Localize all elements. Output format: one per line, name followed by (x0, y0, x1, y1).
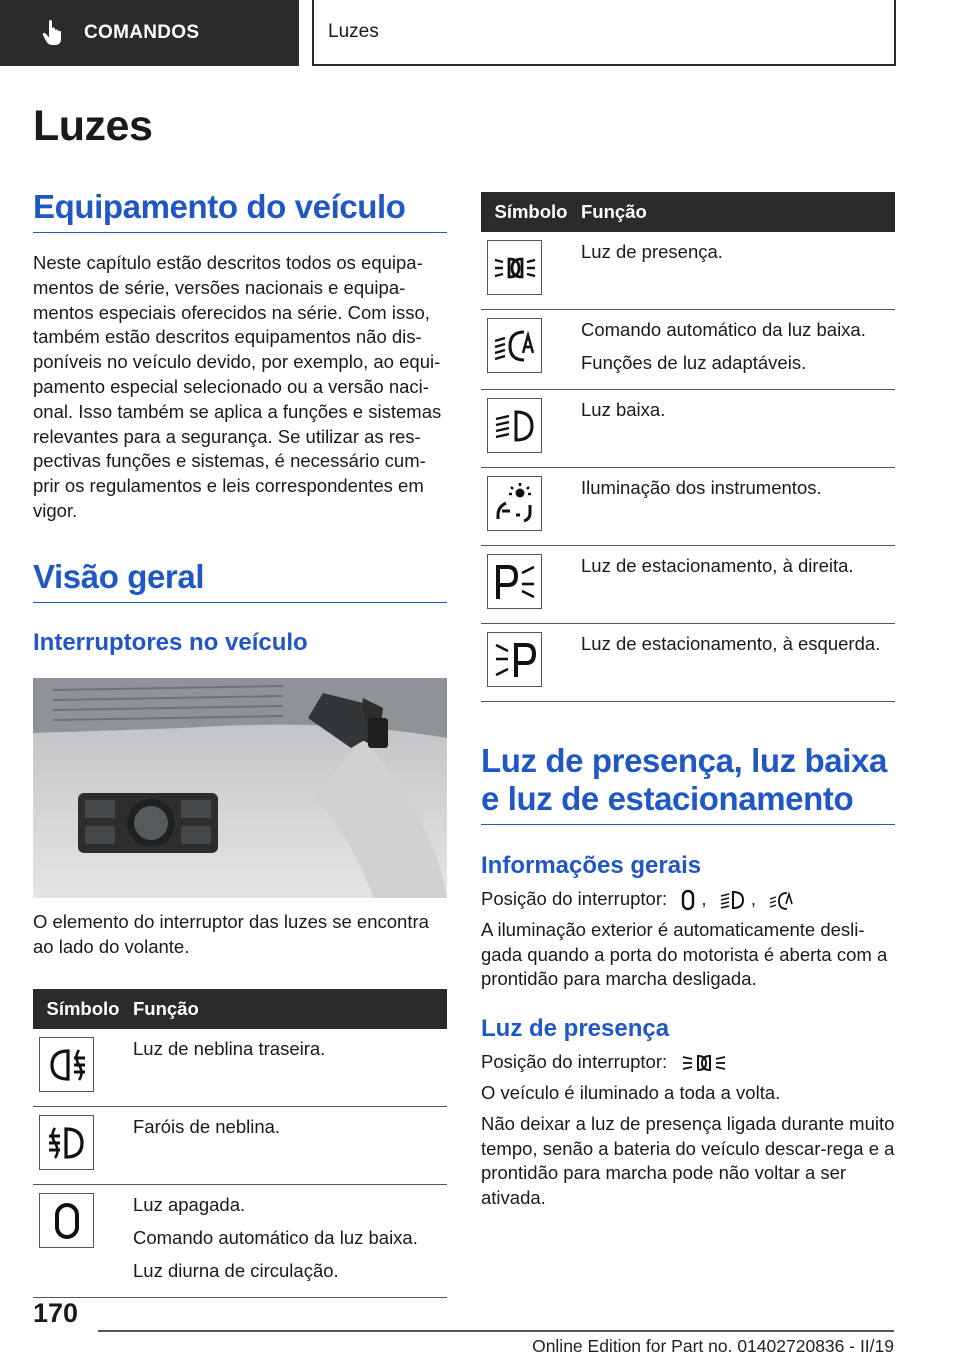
function-text: Luz de presença. (581, 241, 723, 262)
hand-pointer-icon (42, 20, 64, 46)
vehicle-equipment-heading: Equipamento do veículo (33, 188, 447, 233)
presence-light-heading: Luz de presença (481, 1015, 670, 1043)
general-info-text: A iluminação exterior é automaticamente desli-gada quando a porta do motorista é aberta com a prontidão para marcha desligada. (481, 918, 888, 990)
page-number: 170 (33, 1298, 79, 1328)
right-column (481, 192, 895, 1211)
table-row (33, 1107, 447, 1185)
section-title: COMANDOS (84, 22, 200, 43)
vehicle-equipment-text: Neste capítulo estão descritos todos os equipa-mentos de série, versões nacionais e equipa-mentos especiais oferecidos na série. Com isso, também estão descritos equipamentos não dis-poníveis no veículo devido, por exemplo, ao equi-pamento especial selecionado ou a versão naci-onal. Isso também se aplica a funções e sistemas relevantes para a segurança. Se utilizar as res-pectivas funções e sistemas, é necessário cum-prir os regulamentos e leis correspondentes em vigor. (33, 252, 442, 521)
parking-light-left-icon (492, 637, 538, 683)
footer-divider (98, 1330, 894, 1332)
instrument-lighting-icon (492, 481, 538, 527)
left-column (33, 96, 447, 1298)
table-row (481, 390, 895, 468)
symbol-table-lights (481, 192, 895, 702)
presence-text-1: O veículo é iluminado a toda a volta. (481, 1081, 781, 1103)
table-row (481, 232, 895, 310)
section-tab (0, 0, 299, 66)
footer-edition: Online Edition for Part no. 01402720836 - II/19 (532, 1336, 894, 1356)
function-text: Comando automático da luz baixa. (581, 319, 866, 340)
table-row (33, 1029, 447, 1107)
table-row (481, 310, 895, 390)
col-symbol-header: Símbolo (33, 989, 133, 1029)
function-text: Luz de neblina traseira. (133, 1038, 326, 1060)
page-title: Luzes (33, 102, 153, 150)
switch-location-caption: O elemento do interruptor das luzes se encontra ao lado do volante. (33, 910, 429, 957)
function-text: Luz baixa. (581, 399, 666, 420)
function-text: Faróis de neblina. (133, 1116, 281, 1138)
presence-section-heading: Luz de presença, luz baixa e luz de estacionamento (481, 742, 895, 825)
low-beam-icon (720, 889, 746, 911)
separator: , (750, 888, 756, 909)
low-beam-icon (492, 403, 538, 449)
auto-low-beam-icon (769, 889, 795, 911)
parking-light-icon (680, 1052, 728, 1074)
table-row (33, 1185, 447, 1298)
position-label: Posição do interruptor: (481, 1051, 668, 1073)
lights-off-icon (680, 889, 696, 911)
function-text: Luz diurna de circulação. (133, 1260, 339, 1282)
auto-low-beam-icon (492, 323, 538, 369)
front-fog-light-icon (44, 1120, 90, 1166)
switches-heading: Interruptores no veículo (33, 628, 308, 656)
col-function-header: Função (581, 192, 895, 232)
switch-position-line (481, 887, 895, 912)
light-switch-photo (33, 678, 447, 898)
table-row (481, 546, 895, 624)
general-info-heading: Informações gerais (481, 852, 702, 879)
function-text: Luz de estacionamento, à esquerda. (581, 633, 881, 654)
table-row (481, 468, 895, 546)
lights-off-icon (44, 1198, 90, 1244)
function-text: Iluminação dos instrumentos. (581, 477, 822, 498)
rear-fog-light-icon (44, 1042, 90, 1088)
table-row (481, 624, 895, 702)
presence-position-line (481, 1050, 895, 1075)
parking-light-icon (492, 245, 538, 291)
parking-light-right-icon (492, 559, 538, 605)
function-text: Luz de estacionamento, à direita. (581, 555, 854, 576)
chapter-header: Luzes (312, 0, 896, 66)
position-label: Posição do interruptor: (481, 888, 668, 909)
col-symbol-header: Símbolo (481, 192, 581, 232)
symbol-table-fog (33, 989, 447, 1298)
overview-heading: Visão geral (33, 558, 447, 603)
col-function-header: Função (133, 989, 447, 1029)
function-text: Luz apagada. (133, 1194, 246, 1216)
presence-text-2: Não deixar a luz de presença ligada durante muito tempo, senão a bateria do veículo descar-rega e a prontidão para marcha pode não voltar a ser ativada. (481, 1112, 895, 1209)
function-text: Comando automático da luz baixa. (133, 1227, 418, 1249)
separator: , (701, 888, 707, 909)
function-text: Funções de luz adaptáveis. (581, 352, 807, 373)
